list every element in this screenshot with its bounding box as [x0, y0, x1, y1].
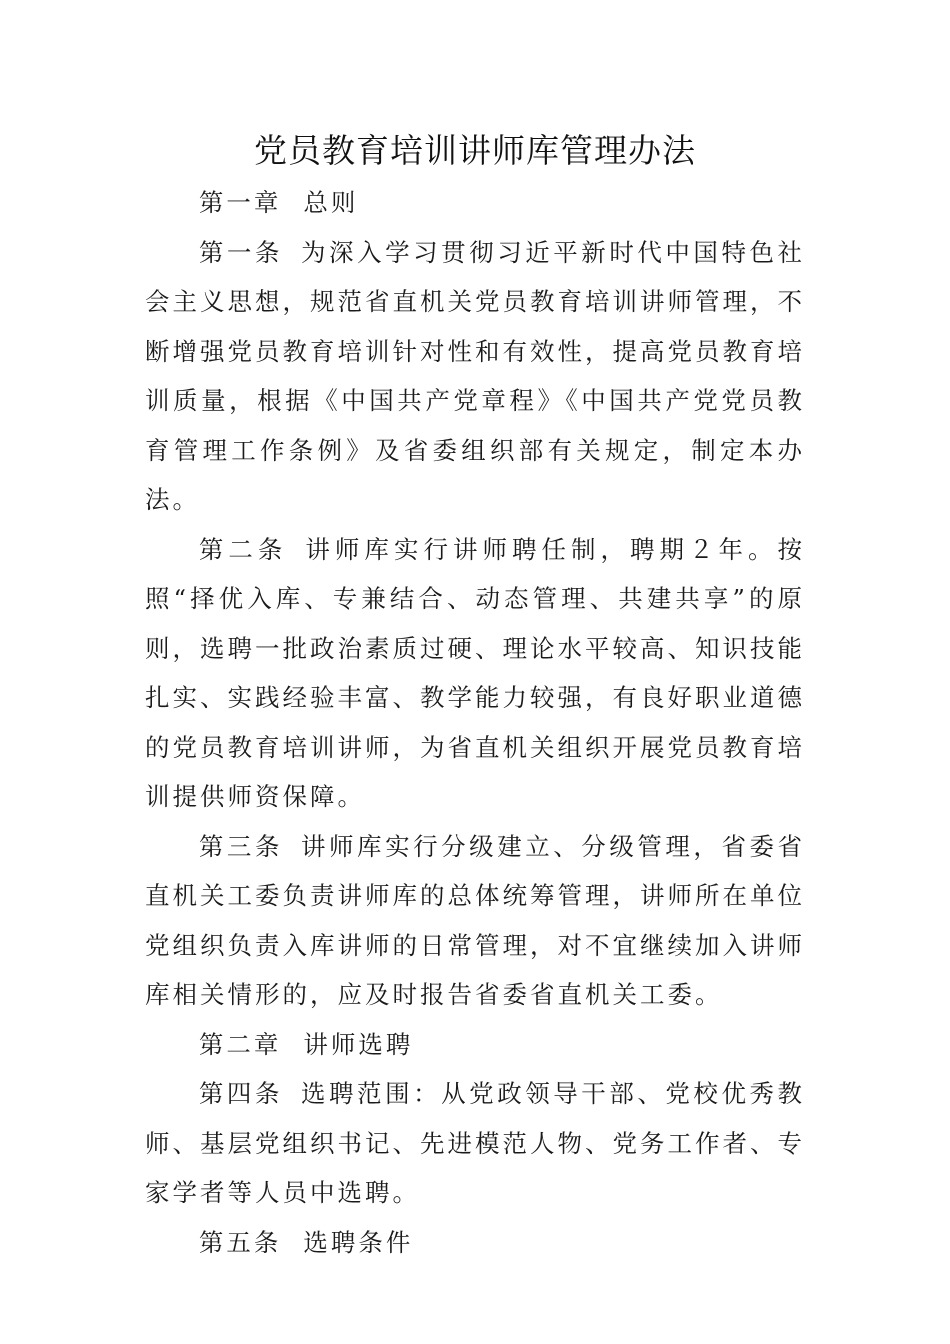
article-paragraph: [145, 228, 805, 525]
article-paragraph: [145, 822, 805, 1020]
chapter-heading: [145, 1020, 805, 1070]
document-title: 党员教育培训讲师库管理办法: [254, 131, 696, 170]
article-number: 第三条: [198, 831, 283, 861]
article-paragraph: [145, 1069, 805, 1218]
article-heading: [145, 1218, 805, 1268]
article-number: 第二条: [198, 534, 288, 564]
chapter-heading: [145, 178, 805, 228]
article-text: 为深入学习贯彻习近平新时代中国特色社会主义思想，规范省直机关党员教育培训讲师管理，不断增强党员教育培训针对性和有效性，提高党员教育培训质量，根据《中国共产党章程》《中国共产党党员教育管理工作条例》及省委组织部有关规定，制定本办法。: [145, 237, 806, 514]
article-number: 第一条: [198, 237, 283, 267]
chapter-title: 总则: [303, 188, 359, 217]
chapter-number: 第一章: [198, 188, 282, 217]
article-number: 第五条: [198, 1227, 282, 1257]
article-text: 讲师库实行讲师聘任制，聘期２年。按照“择优入库、专兼结合、动态管理、共建共享”的原则，选聘一批政治素质过硬、理论水平较高、知识技能扎实、实践经验丰富、教学能力较强，有良好职业道德的党员教育培训讲师，为省直机关组织开展党员教育培训提供师资保障。: [145, 534, 806, 811]
article-paragraph: [145, 525, 805, 822]
chapter-number: 第二章: [198, 1029, 282, 1059]
article-text: 选聘范围：从党政领导干部、党校优秀教师、基层党组织书记、先进模范人物、党务工作者、专家学者等人员中选聘。: [145, 1079, 806, 1207]
article-title: 选聘条件: [303, 1227, 414, 1257]
article-number: 第四条: [198, 1079, 283, 1108]
article-text: 讲师库实行分级建立、分级管理，省委省直机关工委负责讲师库的总体统筹管理，讲师所在单位党组织负责入库讲师的日常管理，对不宜继续加入讲师库相关情形的，应及时报告省委省直机关工委。: [145, 831, 806, 1009]
chapter-title: 讲师选聘: [303, 1029, 414, 1059]
document-body: [145, 178, 805, 1267]
